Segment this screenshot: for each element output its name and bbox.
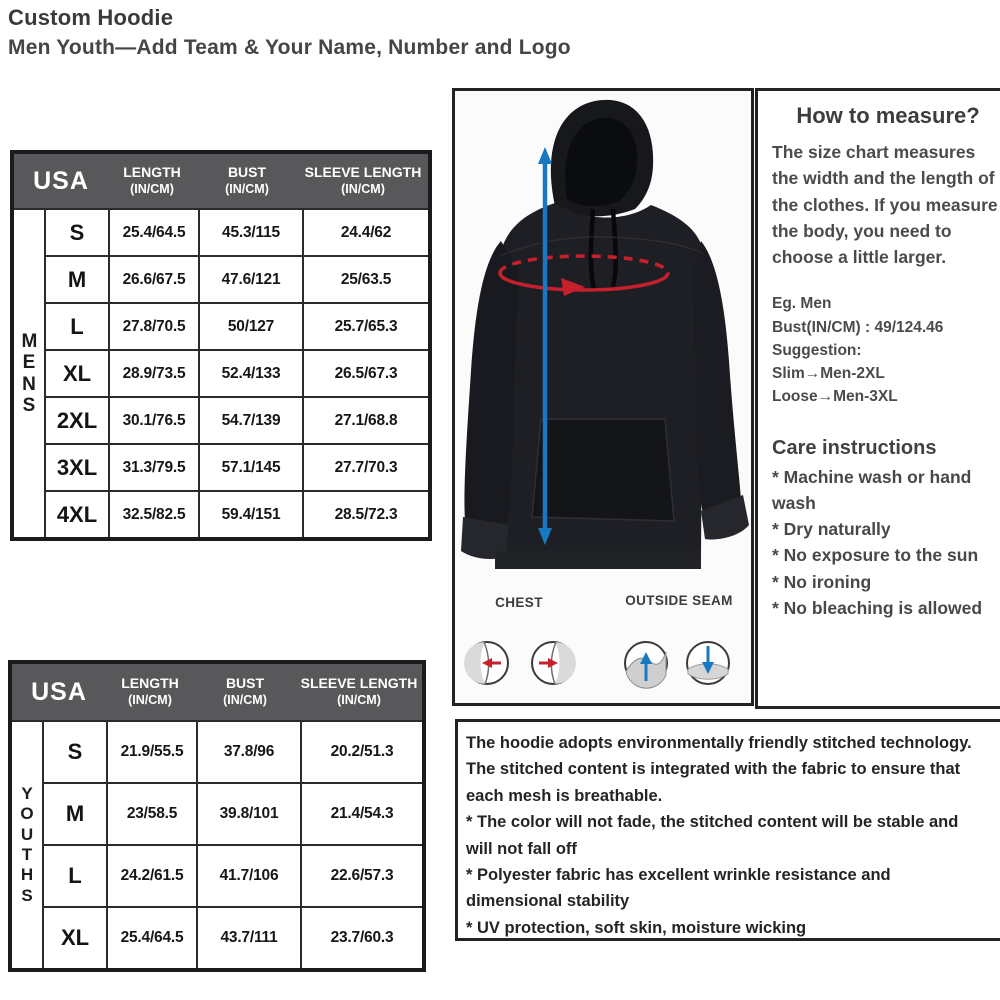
care-item: * No exposure to the sun [772,545,979,566]
table-cell-sleeve: 26.5/67.3 [304,351,428,396]
how-to-measure-panel [755,88,1000,709]
example-line: Bust(IN/CM) : 49/124.46 [772,318,944,336]
column-header-bust-label: BUST [227,164,267,181]
table-cell-length: 28.9/73.5 [110,351,198,396]
table-cell-length: 30.1/76.5 [110,398,198,443]
hoodie-body-art [461,100,749,569]
table-cell-length: 26.6/67.5 [110,257,198,302]
hoodie-measure-panel [452,88,754,706]
table-cell-bust: 59.4/151 [200,492,302,537]
product-description-box [455,719,1000,941]
column-header-usa: USA [33,166,89,195]
table-cell-sleeve: 28.5/72.3 [304,492,428,537]
outside-seam-icon-up [625,642,667,688]
table-cell-length: 31.3/79.5 [110,445,198,490]
youths-size-table [8,660,426,972]
column-header-length-unit: (IN/CM) [128,692,172,707]
care-item: * Dry naturally [772,519,891,539]
example-line: Suggestion: [772,341,862,359]
column-header-length [108,164,196,197]
description-bullet: * UV protection, soft skin, moisture wicking [466,918,807,937]
size-suggestion-block [772,292,1000,408]
table-cell-bust: 50/127 [200,304,302,349]
column-header-bust [194,675,296,708]
table-cell-length: 24.2/61.5 [108,846,196,906]
table-cell-size: S [44,722,106,782]
column-header-sleeve [296,675,422,708]
table-cell-bust: 37.8/96 [198,722,300,782]
description-bullet: * Polyester fabric has excellent wrinkle resistance and dimensional stability [466,865,891,911]
table-cell-size: 2XL [46,398,108,443]
table-cell-sleeve: 21.4/54.3 [302,784,422,844]
table-cell-length: 21.9/55.5 [108,722,196,782]
column-header-sleeve-label: SLEEVE LENGTH [304,164,422,181]
description-paragraph: The hoodie adopts environmentally friendly stitched technology. The stitched content is integrated with the fabric to ensure that each mesh is breathable. [466,734,972,805]
hoodie-photo [455,91,751,703]
table-cell-size: 4XL [46,492,108,537]
care-instructions-heading: Care instructions [772,436,937,459]
table-cell-sleeve: 25.7/65.3 [304,304,428,349]
table-cell-bust: 54.7/139 [200,398,302,443]
table-cell-sleeve: 25/63.5 [304,257,428,302]
table-cell-size: XL [46,351,108,396]
table-cell-size: 3XL [46,445,108,490]
table-cell-size: M [46,257,108,302]
mens-table-header [14,154,428,208]
table-cell-sleeve: 24.4/62 [304,210,428,255]
column-header-bust-unit: (IN/CM) [223,692,267,707]
table-cell-bust: 57.1/145 [200,445,302,490]
table-cell-length: 32.5/82.5 [110,492,198,537]
table-cell-bust: 43.7/111 [198,908,300,968]
table-cell-size: L [46,304,108,349]
column-header-bust-unit: (IN/CM) [225,181,269,196]
table-cell-size: L [44,846,106,906]
table-cell-bust: 45.3/115 [200,210,302,255]
care-item: * No ironing [772,571,872,592]
chest-width-icon-left [464,642,508,684]
example-line: Eg. Men [772,295,832,313]
chest-width-icon-right [532,642,576,684]
table-cell-size: XL [44,908,106,968]
table-cell-length: 25.4/64.5 [108,908,196,968]
column-header-length [106,675,194,708]
column-header-length-label: LENGTH [123,164,181,181]
chest-label: CHEST [495,595,543,610]
table-cell-size: M [44,784,106,844]
table-cell-size: S [46,210,108,255]
outside-seam-icon-down [687,642,729,684]
measure-body-text: The size chart measures the width and the length of the clothes. If you measure the body, you need to choose a little larger. [772,142,998,267]
care-item: * Machine wash or hand wash [772,466,972,513]
table-cell-sleeve: 20.2/51.3 [302,722,422,782]
table-cell-bust: 41.7/106 [198,846,300,906]
description-bullet: * The color will not fade, the stitched content will be stable and will not fall off [466,813,959,858]
column-header-sleeve-label: SLEEVE LENGTH [300,675,418,692]
table-cell-sleeve: 27.7/70.3 [304,445,428,490]
column-header-sleeve [298,164,428,197]
column-header-bust-label: BUST [225,675,265,692]
column-header-sleeve-unit: (IN/CM) [341,181,385,196]
column-header-sleeve-unit: (IN/CM) [337,692,381,707]
column-header-bust [196,164,298,197]
table-cell-bust: 39.8/101 [198,784,300,844]
mens-size-table [10,150,432,541]
table-cell-sleeve: 27.1/68.8 [304,398,428,443]
column-header-length-unit: (IN/CM) [130,181,174,196]
table-cell-length: 23/58.5 [108,784,196,844]
care-item: * No bleaching is allowed [772,597,983,618]
mens-group-label: MENS [14,210,44,537]
example-line: Slim→Men-2XL [772,365,885,382]
table-cell-bust: 52.4/133 [200,351,302,396]
page-subtitle: Men Youth—Add Team & Your Name, Number and Logo [8,36,571,59]
column-header-length-label: LENGTH [121,675,179,692]
table-cell-length: 25.4/64.5 [110,210,198,255]
table-cell-length: 27.8/70.5 [110,304,198,349]
example-line: Loose→Men-3XL [772,388,898,406]
measure-heading: How to measure? [796,103,980,128]
page-title: Custom Hoodie [8,5,174,30]
care-instructions-list [772,464,1000,622]
table-cell-bust: 47.6/121 [200,257,302,302]
youths-group-label: YOUTHS [12,722,42,968]
outside-seam-label: OUTSIDE SEAM [625,593,733,608]
youths-table-header [12,664,422,720]
column-header-usa: USA [31,677,87,706]
table-cell-sleeve: 22.6/57.3 [302,846,422,906]
table-cell-sleeve: 23.7/60.3 [302,908,422,968]
